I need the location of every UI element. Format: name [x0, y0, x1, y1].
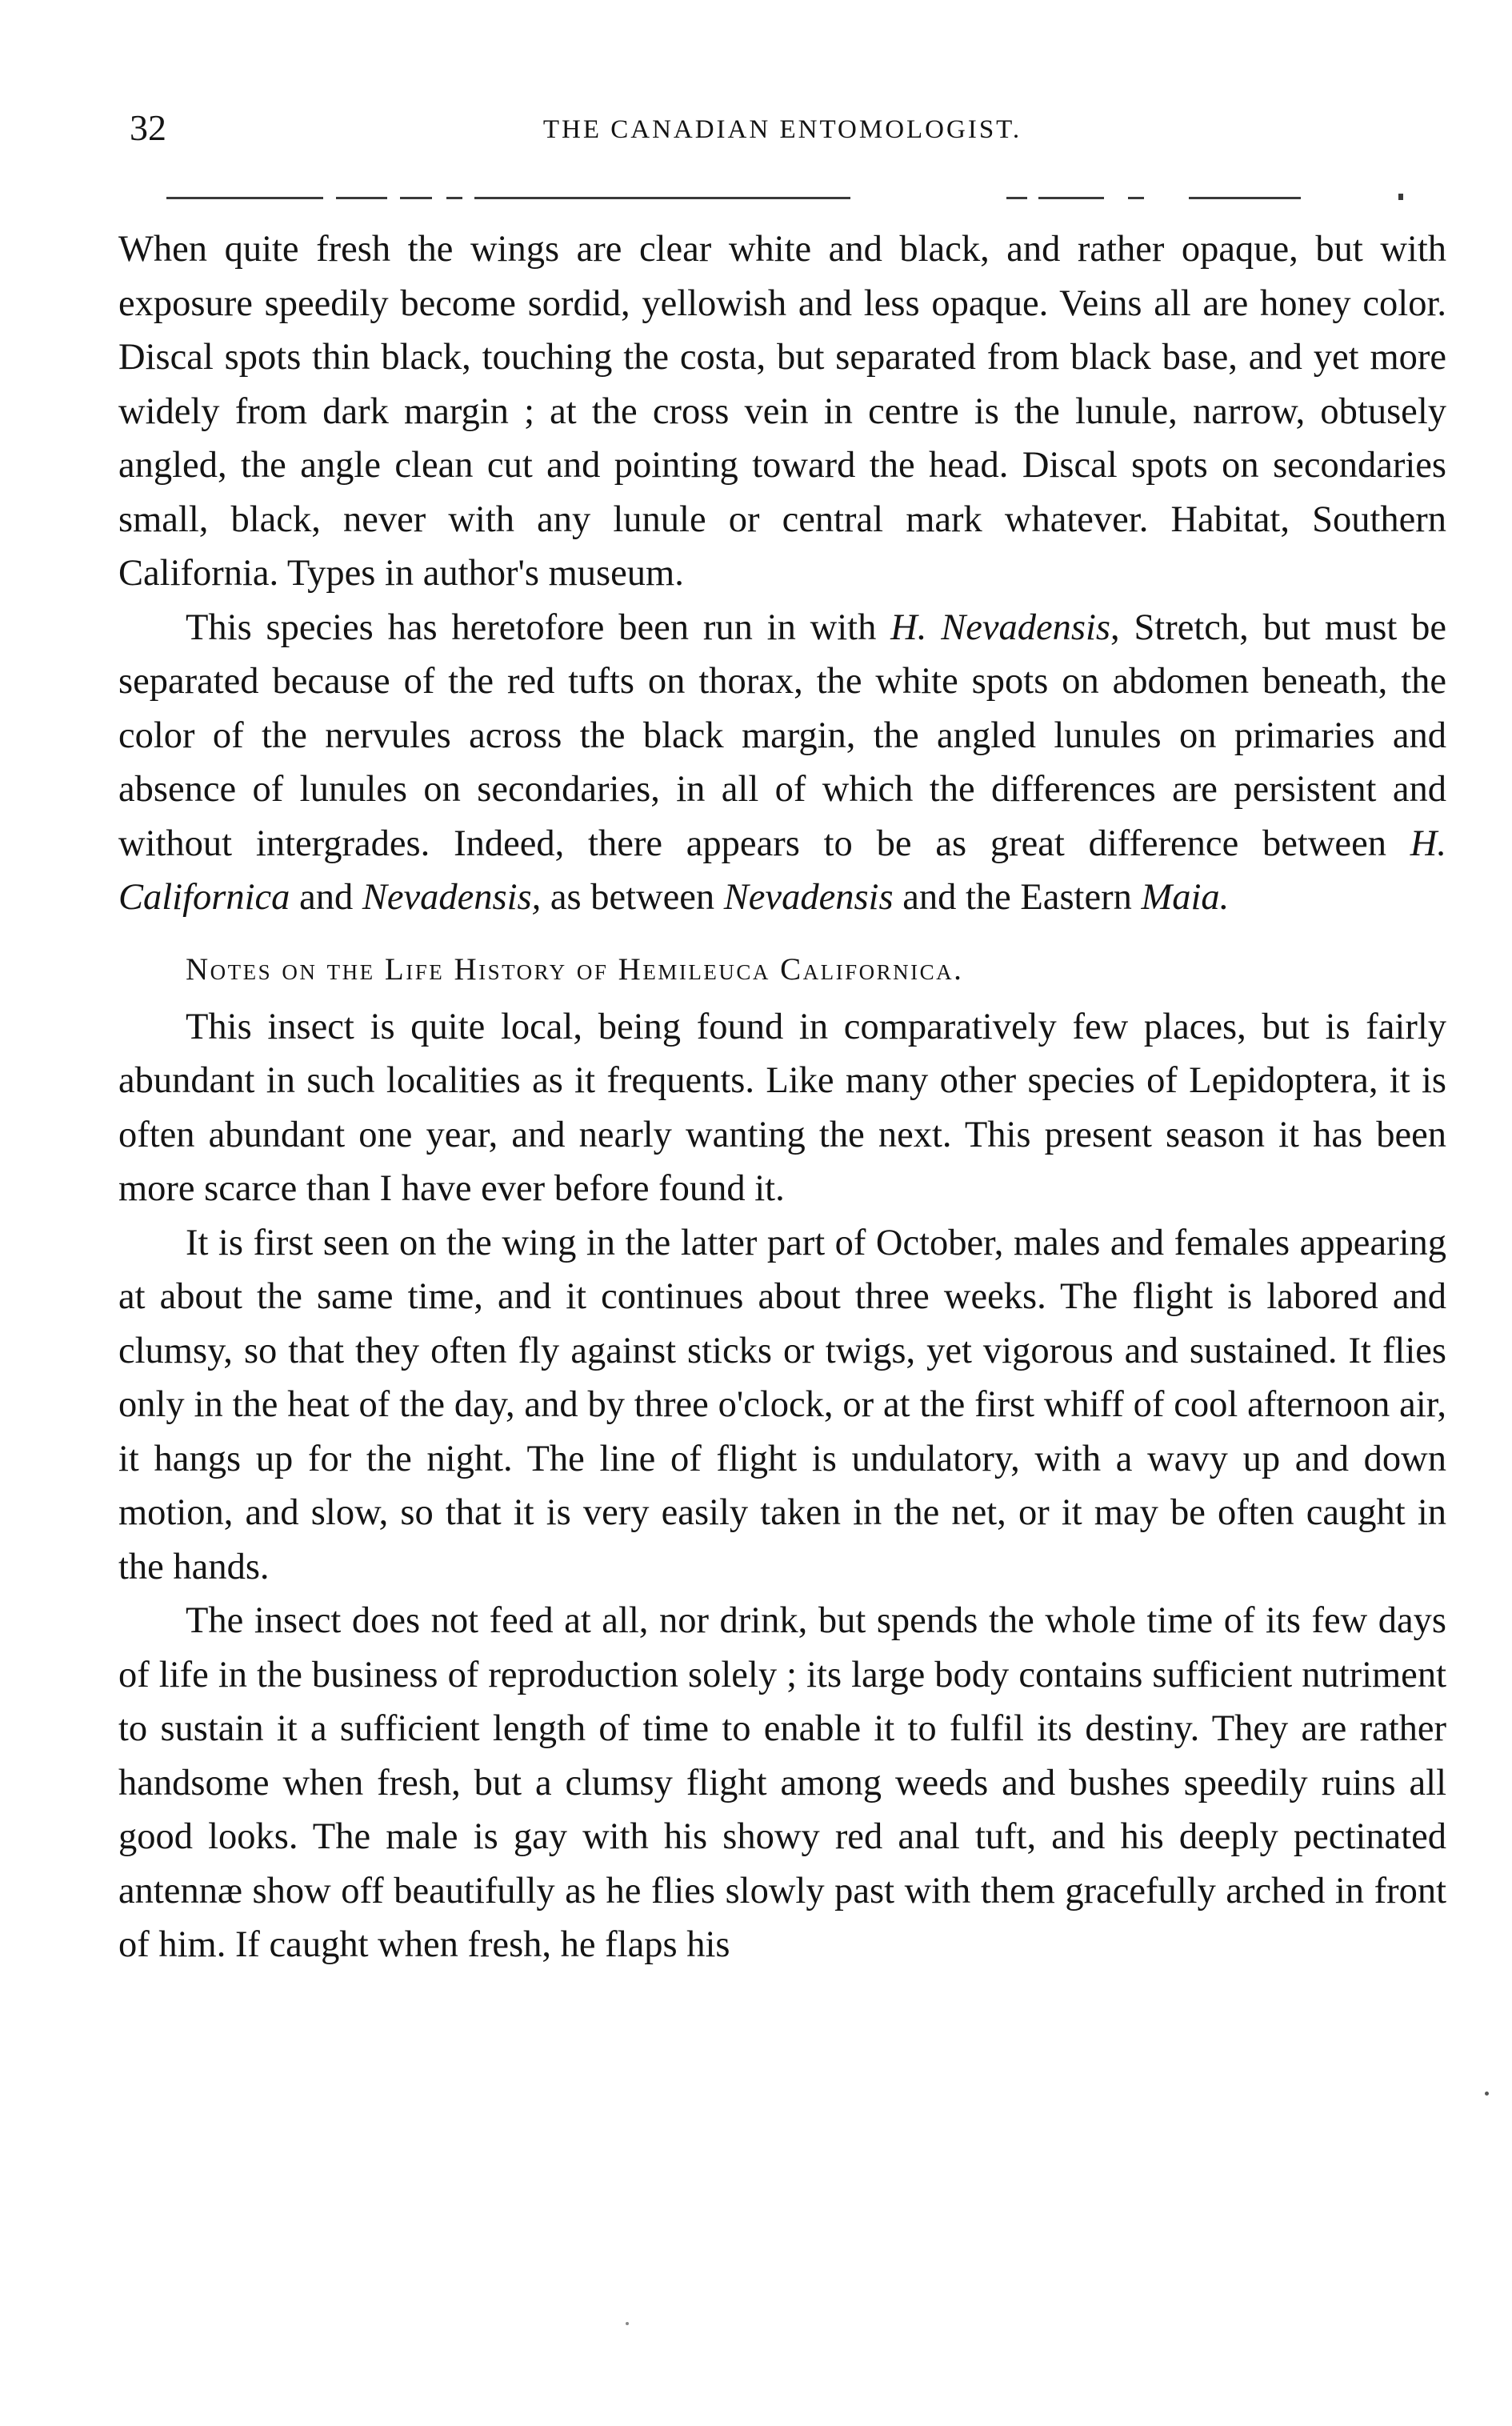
paragraph-comparison-text-2: , Stretch, but must be separated because of the red tufts on thorax, the white spots on abdomen beneath, the color of the nervules across the black margin, the angled lunules on primaries and absence of lunules on secondaries, in all of which the differences are persistent and without intergrades. Indeed, there appears to be as great difference between — [118, 606, 1446, 864]
paragraph-description: When quite fresh the wings are clear white and black, and rather opaque, but with exposure speedily become sordid, yellowish and less opaque. Veins all are honey color. Discal spots thin black, touching the costa, but separated from black base, and yet more widely from dark margin ; at the cross vein in centre is the lunule, narrow, obtusely angled, the angle clean cut and pointing toward the head. Discal spots on secondaries small, black, never with any lunule or central mark whatever. Habitat, Southern California. Types in author's museum. — [118, 229, 1446, 594]
paragraph-habits: The insect does not feed at all, nor drink, but spends the whole time of its few days of life in the business of reproduction solely ; its large body contains sufficient nutriment to sustain it a sufficient length of time to enable it to fulfil its destiny. They are rather handsome when fresh, but a clumsy flight among weeds and bushes speedily ruins all good looks. The male is gay with his showy red anal tuft, and his deeply pectinated antennæ show off beautifully as he flies slowly past with them gracefully arched in front of him. If caught when fresh, he flaps his — [118, 1600, 1446, 1965]
taxon-name: Nevadensis, — [362, 877, 542, 918]
paragraph-comparison-text-5: and the Eastern — [893, 877, 1142, 918]
paragraph-comparison-text-3: and — [290, 877, 362, 918]
paragraph-locality: This insect is quite local, being found in comparatively few places, but is fairly abundant in such localities as it frequents. Like many other species of Lepidoptera, it is often abundant one year, and nearly wanting the next. This present season it has been more scarce than I have ever before found it. — [118, 1006, 1446, 1209]
page-header — [118, 104, 1446, 160]
taxon-name: H. Nevadensis — [890, 606, 1110, 648]
header-rule — [118, 189, 1446, 213]
paragraph-flight: It is first seen on the wing in the latter part of October, males and females appearing at about the same time, and it continues about three weeks. The flight is labored and clumsy, so that they often fly against sticks or twigs, yet vigorous and sustained. It flies only in the heat of the day, and by three o'clock, or at the first whiff of cool afternoon air, it hangs up for the night. The line of flight is undulatory, with a wavy up and down motion, and slow, so that it is very easily taken in the net, or it may be often caught in the hands. — [118, 1222, 1446, 1587]
scan-speck — [1485, 2092, 1489, 2096]
paragraph-comparison-text-4: as between — [541, 877, 724, 918]
paragraph-comparison-text-1: This species has heretofore been run in with — [186, 606, 891, 648]
section-heading: Notes on the Life History of Hemileuca Californica. — [186, 951, 964, 987]
taxon-name: Maia. — [1141, 877, 1230, 918]
running-head: THE CANADIAN ENTOMOLOGIST. — [542, 115, 1022, 144]
taxon-name: H. Californica — [118, 823, 1446, 918]
paragraph-comparison — [118, 601, 1446, 925]
article-body — [118, 222, 1446, 1972]
document-page — [118, 104, 1446, 1972]
taxon-name: Nevadensis — [723, 877, 894, 918]
scan-speck — [626, 2322, 629, 2325]
page-number: 32 — [130, 107, 166, 148]
